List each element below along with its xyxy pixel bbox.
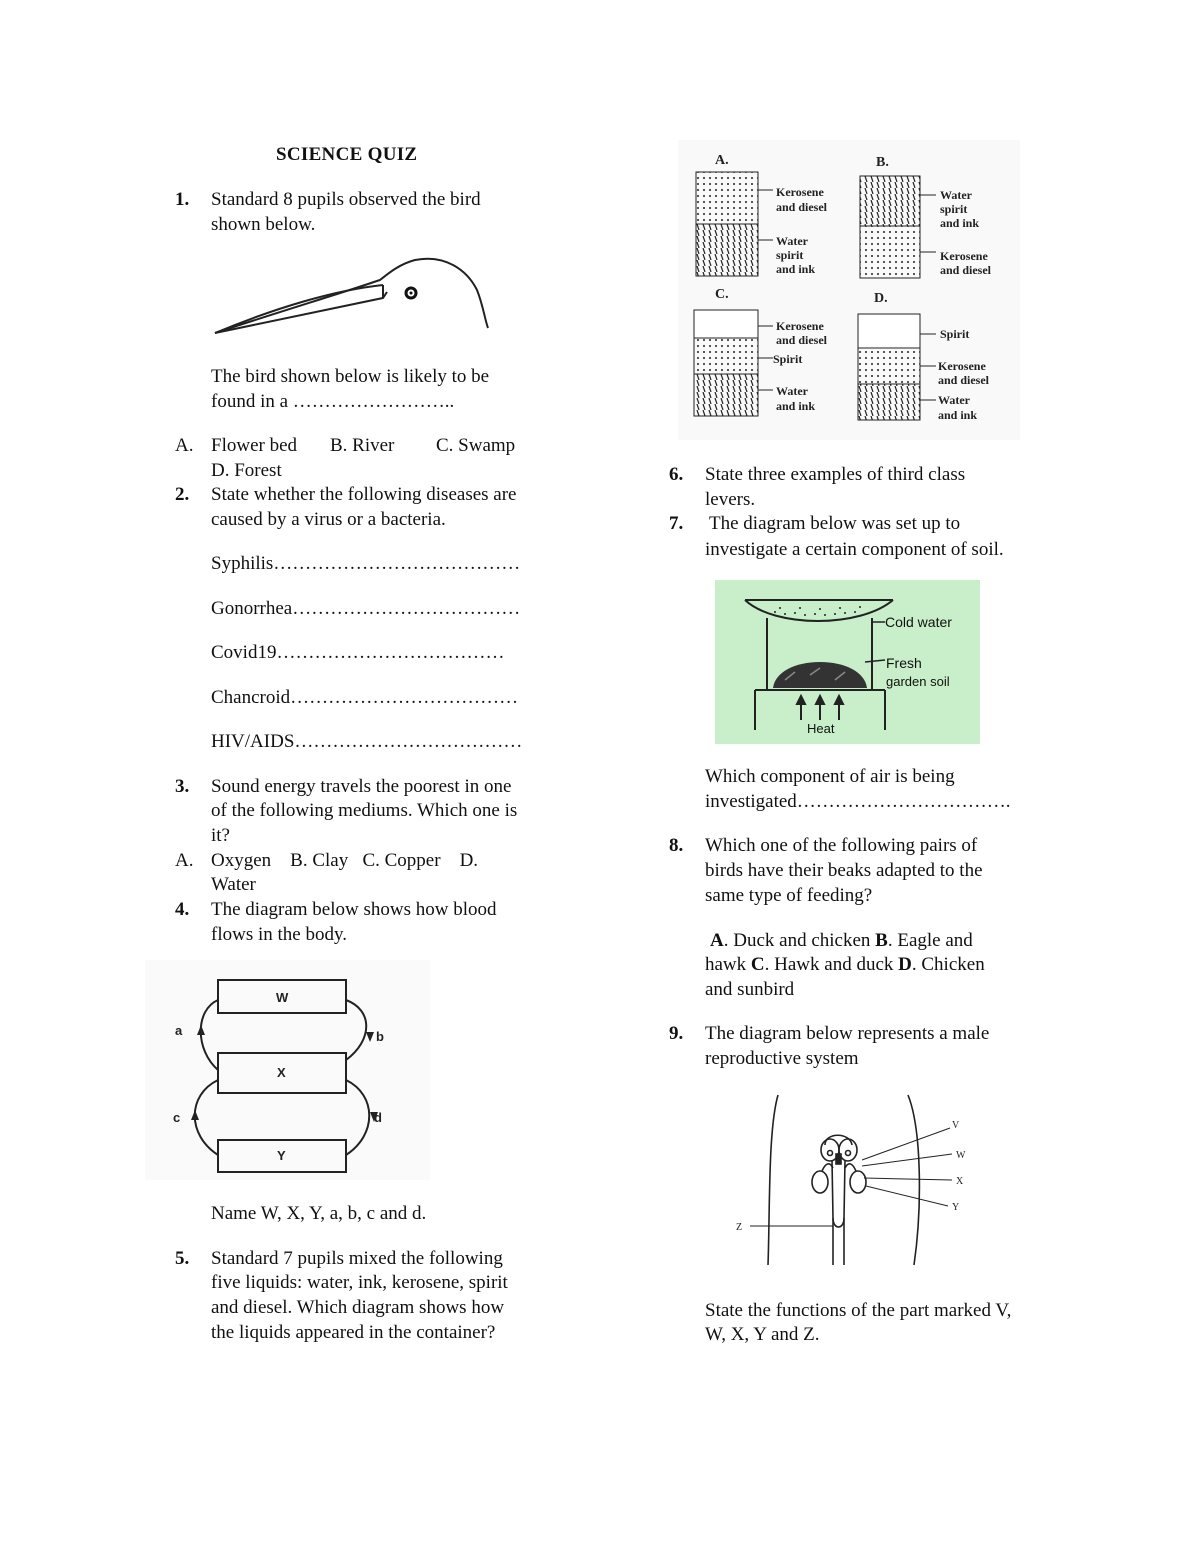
q6-text-line2: levers. — [705, 489, 756, 510]
diagram-a-layer2-line1: Water — [776, 234, 808, 248]
q9-number: 9. — [669, 1023, 684, 1044]
label-heat: Heat — [807, 721, 835, 736]
q5-text-line2: five liquids: water, ink, kerosene, spirit — [211, 1272, 508, 1293]
q8-options-line3: and sunbird — [705, 979, 795, 1000]
q1-number: 1. — [175, 189, 190, 210]
page-title: SCIENCE QUIZ — [276, 144, 418, 165]
box-label-w: W — [276, 990, 289, 1005]
q1-option-b: B. River — [330, 435, 395, 456]
q1-after-line2: found in a …………………….. — [211, 391, 455, 412]
part-label-w: W — [956, 1150, 966, 1161]
q8-option-c-text: . Hawk and duck — [764, 954, 899, 975]
q3-text-line3: it? — [211, 825, 230, 846]
q8-option-d-text: . Chicken — [911, 954, 985, 975]
q8-number: 8. — [669, 835, 684, 856]
q8-option-b-cont: hawk — [705, 954, 751, 975]
liquid-layers-diagram — [678, 140, 1020, 440]
diagram-d-layer3-line1: Water — [938, 393, 970, 407]
q1-text-line2: shown below. — [211, 214, 316, 235]
diagram-b-layer1-line3: and ink — [940, 216, 980, 230]
q9-text-line1: The diagram below represents a male — [705, 1023, 990, 1044]
q3-option-a-letter: A. — [175, 850, 194, 871]
box-label-y: Y — [277, 1148, 286, 1163]
diagram-a-layer2-line2: spirit — [776, 248, 804, 262]
q7-text-line2: investigate a certain component of soil. — [705, 539, 1004, 560]
diagram-a-label: A. — [715, 153, 729, 168]
q3-text-line1: Sound energy travels the poorest in one — [211, 776, 512, 797]
bird-head-diagram — [205, 250, 505, 345]
diagram-b-layer1-line1: Water — [940, 188, 972, 202]
q9-text-line2: reproductive system — [705, 1048, 859, 1069]
q4-text-line2: flows in the body. — [211, 924, 347, 945]
q3-options: Oxygen B. Clay C. Copper D. — [211, 850, 479, 871]
q3-number: 3. — [175, 776, 190, 797]
q4-number: 4. — [175, 899, 190, 920]
diagram-b-label: B. — [876, 155, 889, 170]
q7-number: 7. — [669, 513, 684, 534]
q1-option-a-letter: A. — [175, 435, 194, 456]
diagram-d-layer2-line2: and diesel — [938, 373, 990, 387]
label-garden-soil: garden soil — [886, 674, 950, 689]
q2-item-chancroid: Chancroid……………………………… — [211, 687, 519, 708]
q2-item-syphilis: Syphilis………………………………… — [211, 553, 521, 574]
diagram-c-layer1-line2: and diesel — [776, 333, 828, 347]
q8-option-c-letter: C — [750, 954, 765, 975]
part-label-v: V — [952, 1120, 960, 1131]
q8-text-line2: birds have their beaks adapted to the — [705, 860, 983, 881]
q2-item-hivaids: HIV/AIDS……………………………… — [211, 731, 523, 752]
q1-text-line1: Standard 8 pupils observed the bird — [211, 189, 481, 210]
q8-option-a-letter: A — [710, 930, 724, 951]
arrow-label-b: b — [376, 1029, 384, 1044]
diagram-a-layer1-line2: and diesel — [776, 200, 828, 214]
diagram-c-label: C. — [715, 287, 729, 302]
soil-heating-diagram — [715, 580, 980, 744]
diagram-b-layer1-line2: spirit — [940, 202, 968, 216]
q5-number: 5. — [175, 1248, 190, 1269]
label-fresh: Fresh — [886, 655, 922, 671]
diagram-c-layer3-line2: and ink — [776, 399, 816, 413]
q1-option-a: Flower bed — [211, 435, 298, 456]
q2-item-covid19: Covid19……………………………… — [211, 642, 505, 663]
diagram-d-layer2-line1: Kerosene — [938, 359, 986, 373]
arrow-label-d: d — [374, 1110, 382, 1125]
q4-after: Name W, X, Y, a, b, c and d. — [211, 1203, 427, 1224]
part-label-z: Z — [736, 1222, 743, 1233]
diagram-d-layer1-line1: Spirit — [940, 327, 970, 341]
q7-after-line2: investigated……………………………. — [705, 791, 1011, 812]
q5-text-line4: the liquids appeared in the container? — [211, 1322, 496, 1343]
q2-item-gonorrhea: Gonorrhea……………………………… — [211, 598, 521, 619]
q4-text-line1: The diagram below shows how blood — [211, 899, 497, 920]
q7-text-line1: The diagram below was set up to — [709, 513, 961, 534]
label-cold-water: Cold water — [885, 614, 952, 630]
diagram-d-layer3-line2: and ink — [938, 408, 978, 422]
q8-options-line1 — [710, 928, 973, 953]
q6-text-line1: State three examples of third class — [705, 464, 966, 485]
q2-text-line1: State whether the following diseases are — [211, 484, 517, 505]
q3-option-d: Water — [211, 874, 256, 895]
q1-option-d: D. Forest — [211, 460, 282, 481]
diagram-a-layer2-line3: and ink — [776, 262, 816, 276]
q6-number: 6. — [669, 464, 684, 485]
diagram-c-layer3-line1: Water — [776, 384, 808, 398]
diagram-c-layer1-line1: Kerosene — [776, 319, 824, 333]
q2-text-line2: caused by a virus or a bacteria. — [211, 509, 446, 530]
q8-option-b-text: . Eagle and — [887, 930, 973, 951]
arrow-label-c: c — [173, 1110, 181, 1125]
q8-text-line1: Which one of the following pairs of — [705, 835, 978, 856]
diagram-b-layer2-line2: and diesel — [940, 263, 992, 277]
q8-text-line3: same type of feeding? — [705, 885, 873, 906]
q3-text-line2: of the following mediums. Which one is — [211, 800, 518, 821]
blood-flow-diagram — [145, 960, 430, 1180]
diagram-d-label: D. — [874, 291, 888, 306]
arrow-label-a: a — [175, 1023, 183, 1038]
q7-after-line1: Which component of air is being — [705, 766, 955, 787]
diagram-c-layer2-line1: Spirit — [773, 352, 803, 366]
q5-text-line3: and diesel. Which diagram shows how — [211, 1297, 505, 1318]
diagram-a-layer1-line1: Kerosene — [776, 185, 824, 199]
part-label-x: X — [956, 1176, 964, 1187]
q5-text-line1: Standard 7 pupils mixed the following — [211, 1248, 503, 1269]
q9-after-line1: State the functions of the part marked V, — [705, 1300, 1012, 1321]
box-label-x: X — [277, 1065, 286, 1080]
male-reproductive-system-diagram — [730, 1090, 990, 1270]
q1-option-c: C. Swamp — [436, 435, 516, 456]
q8-option-a-text: . Duck and chicken — [723, 930, 876, 951]
diagram-b-layer2-line1: Kerosene — [940, 249, 988, 263]
q8-option-d-letter: D — [898, 954, 912, 975]
part-label-y: Y — [952, 1202, 960, 1213]
q2-number: 2. — [175, 484, 190, 505]
q8-option-b-letter: B — [875, 930, 888, 951]
q1-after-line1: The bird shown below is likely to be — [211, 366, 490, 387]
q8-options-line2 — [705, 952, 985, 977]
q9-after-line2: W, X, Y and Z. — [705, 1324, 820, 1345]
